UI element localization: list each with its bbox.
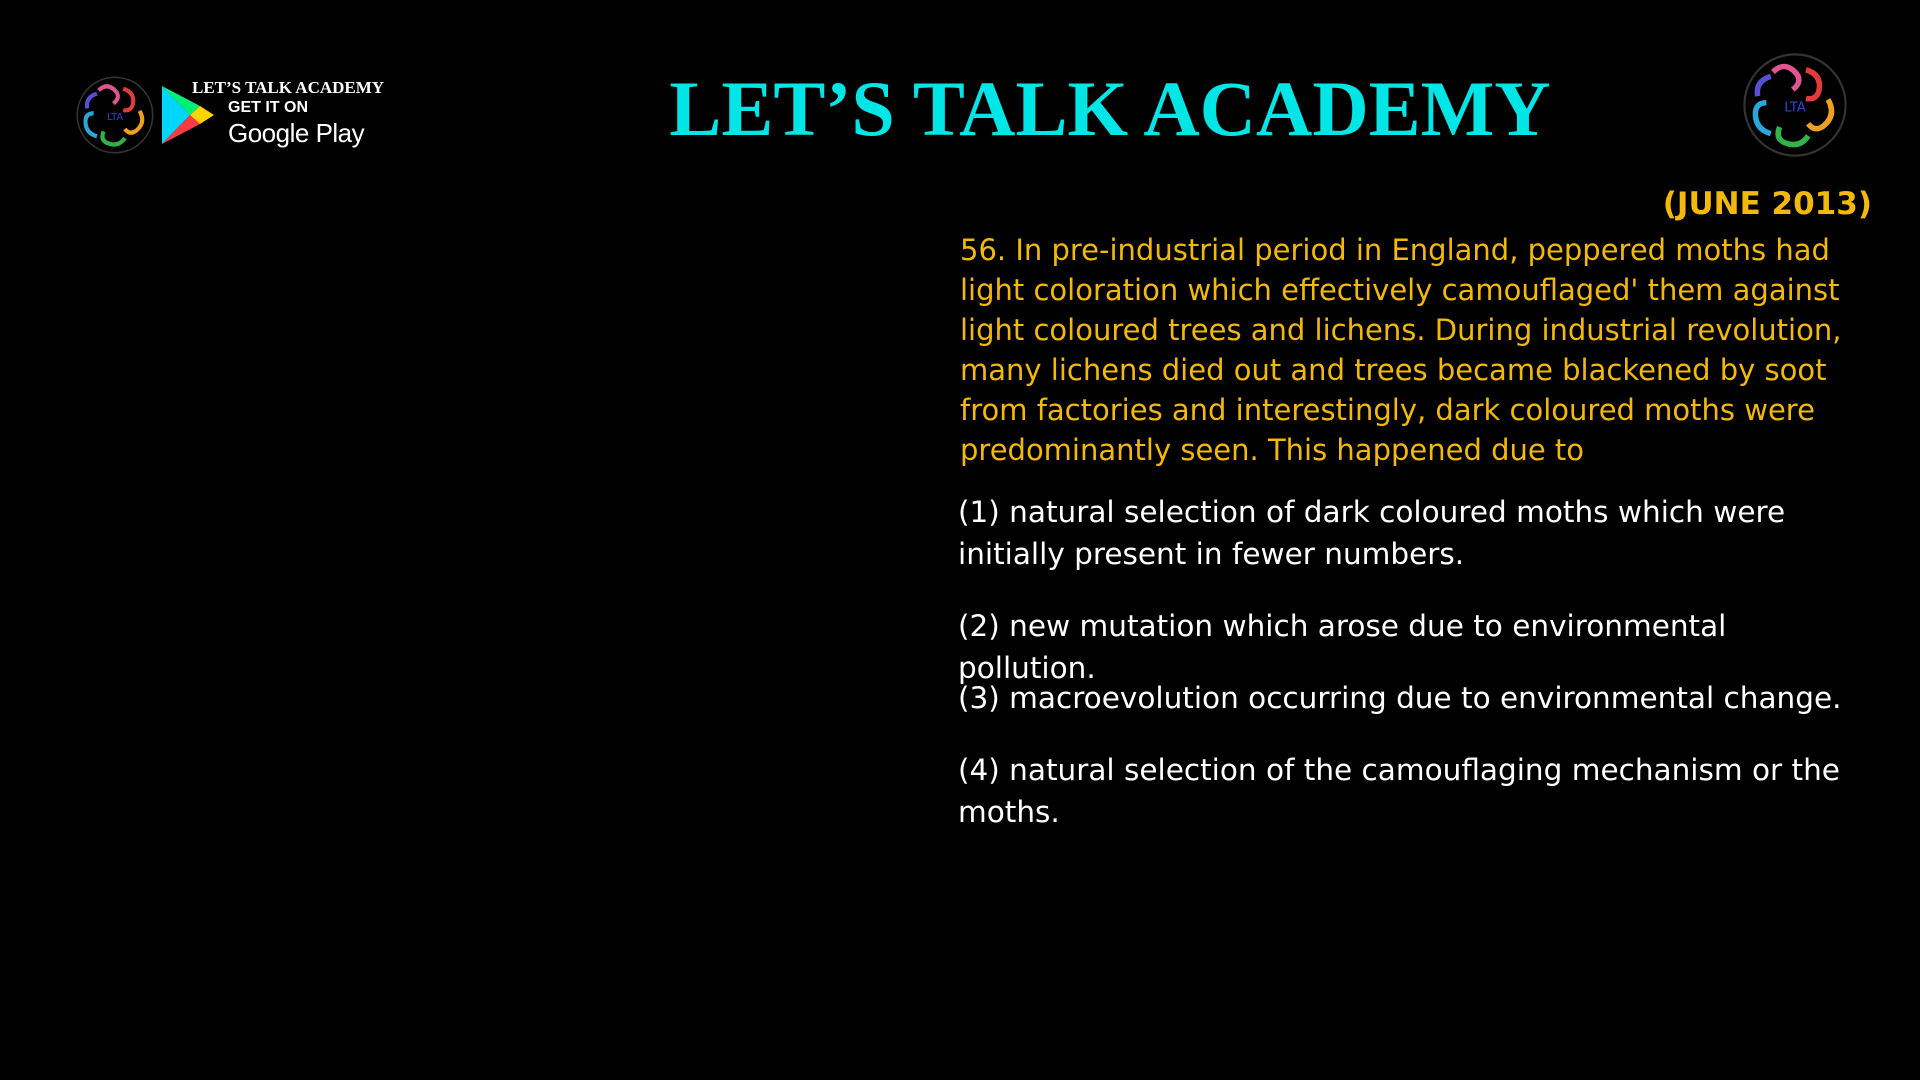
badge-get-it-on: GET IT ON [228, 99, 308, 116]
svg-text:LTA: LTA [106, 111, 124, 123]
svg-text:LTA: LTA [1784, 100, 1806, 116]
molecule-logo-icon [74, 74, 156, 156]
badge-academy-label: LET’S TALK ACADEMY [192, 78, 385, 97]
option-4[interactable]: (4) natural selection of the camouflaging mechanism or the moths. [958, 753, 1840, 829]
google-play-badge[interactable] [160, 78, 460, 158]
badge-store-name: Google Play [228, 118, 365, 148]
molecule-logo-right-icon [1740, 50, 1850, 160]
option-2[interactable]: (2) new mutation which arose due to environmental pollution. [958, 609, 1727, 685]
option-3[interactable]: (3) macroevolution occurring due to environmental change. [958, 681, 1842, 715]
question-text: 56. In pre-industrial period in England, peppered moths had light coloration which effectively camouflaged' them against light coloured trees and lichens. During industrial revolution, many lichens died out and trees became blackened by soot from factories and interestingly, dark coloured moths were predominantly seen. This happened due to [960, 233, 1842, 467]
exam-tag: (JUNE 2013) [1662, 186, 1872, 222]
option-1[interactable]: (1) natural selection of dark coloured moths which were initially present in fewer numbers. [958, 495, 1786, 571]
page-title: LET’S TALK ACADEMY [669, 65, 1551, 152]
